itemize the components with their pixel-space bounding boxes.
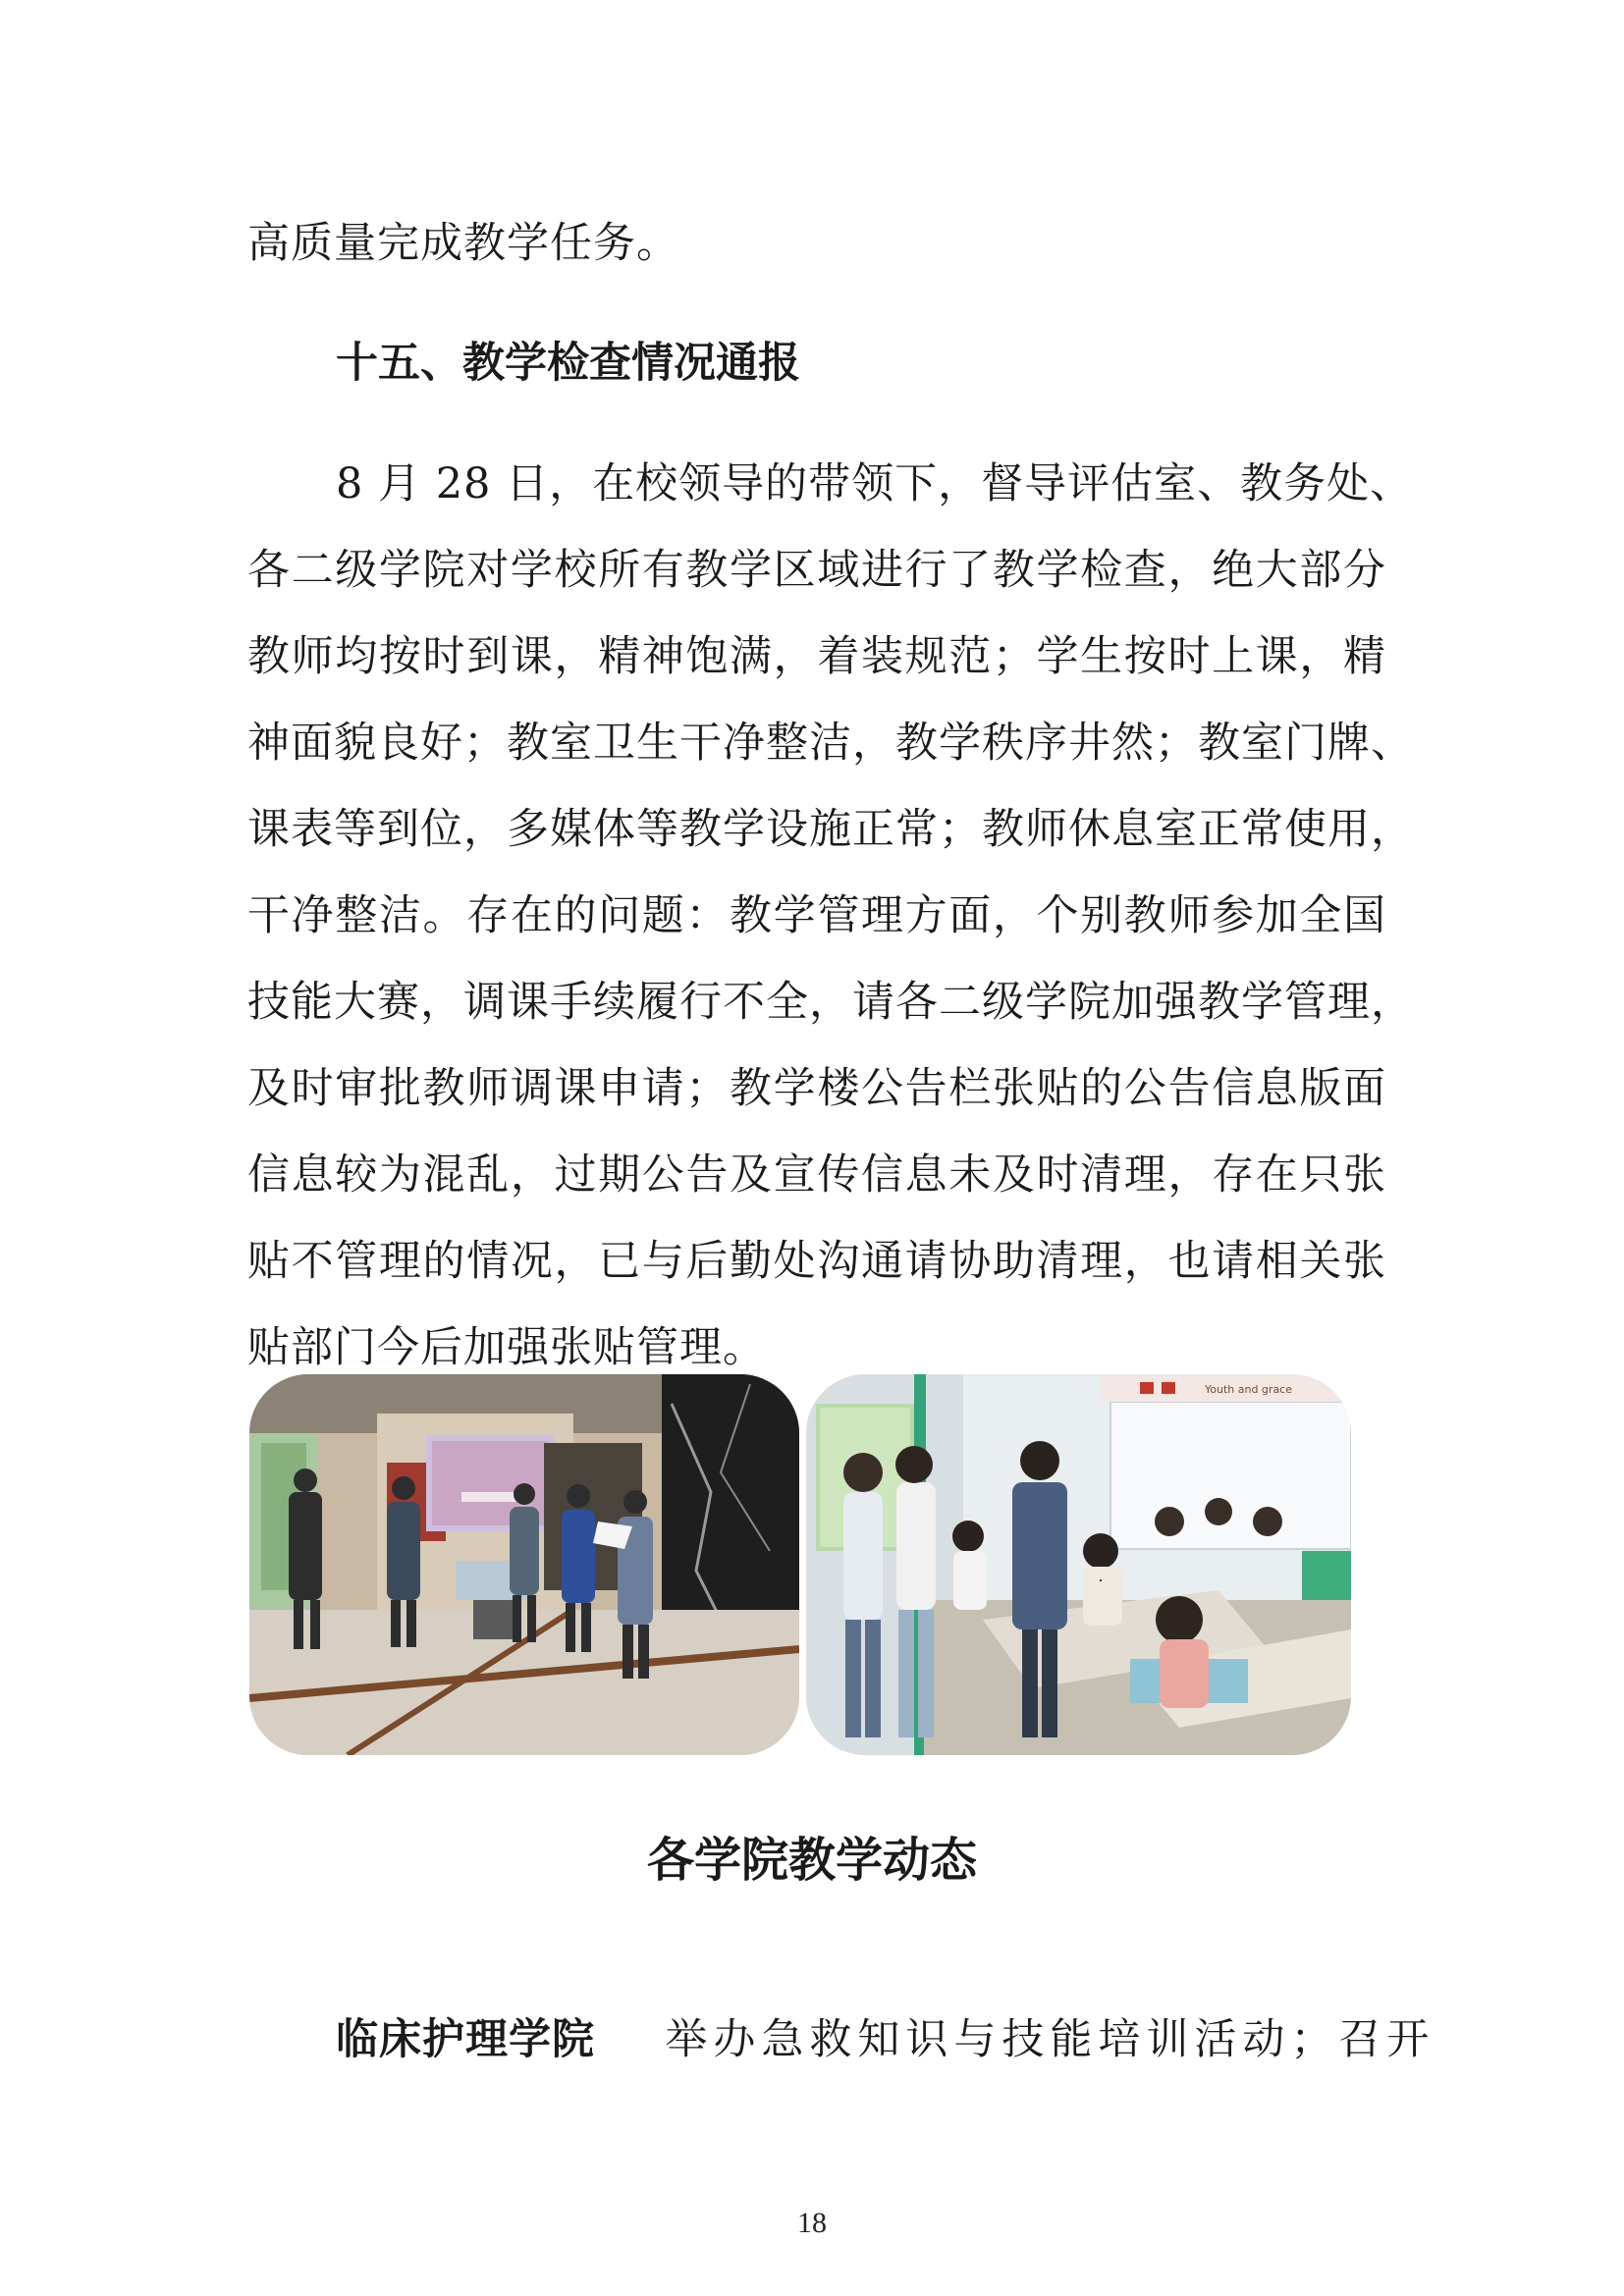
paragraph-line: 神面貌良好；教室卫生干净整洁，教学秩序井然；教室门牌、 xyxy=(247,719,1414,768)
paragraph-line: 贴部门今后加强张贴管理。 xyxy=(247,1323,766,1372)
lead-line: 高质量完成教学任务。 xyxy=(247,219,679,268)
college-entry xyxy=(336,2010,1435,2069)
paragraph-line: 技能大赛，调课手续履行不全，请各二级学院加强教学管理， xyxy=(247,978,1414,1027)
paragraph-line: 8 月 28 日，在校领导的带领下，督导评估室、教务处、 xyxy=(336,459,1414,508)
dynamics-heading: 各学院教学动态 xyxy=(646,1833,977,1888)
paragraph-line: 贴不管理的情况，已与后勤处沟通请协助清理，也请相关张 xyxy=(247,1237,1386,1286)
paragraph-line: 及时审批教师调课申请；教学楼公告栏张贴的公告信息版面 xyxy=(247,1064,1386,1113)
paragraph-line: 课表等到位，多媒体等教学设施正常；教师休息室正常使用， xyxy=(247,805,1414,854)
paragraph-line: 各二级学院对学校所有教学区域进行了教学检查，绝大部分 xyxy=(247,546,1386,595)
paragraph-line: 教师均按时到课，精神饱满，着装规范；学生按时上课，精 xyxy=(247,632,1386,681)
inspection-photo-classroom xyxy=(806,1374,1351,1755)
paragraph-line: 信息较为混乱，过期公告及宣传信息未及时清理，存在只张 xyxy=(247,1150,1386,1200)
college-name: 临床护理学院 xyxy=(336,2015,595,2064)
section-heading: 十五、教学检查情况通报 xyxy=(336,339,800,388)
classroom-banner-text: Youth and grace xyxy=(1205,1383,1292,1396)
page-number: 18 xyxy=(797,2207,827,2239)
inspection-photo-lobby xyxy=(249,1374,799,1755)
college-text: 举办急救知识与技能培训活动；召开 xyxy=(665,2015,1435,2064)
paragraph-line: 干净整洁。存在的问题：教学管理方面，个别教师参加全国 xyxy=(247,891,1386,940)
